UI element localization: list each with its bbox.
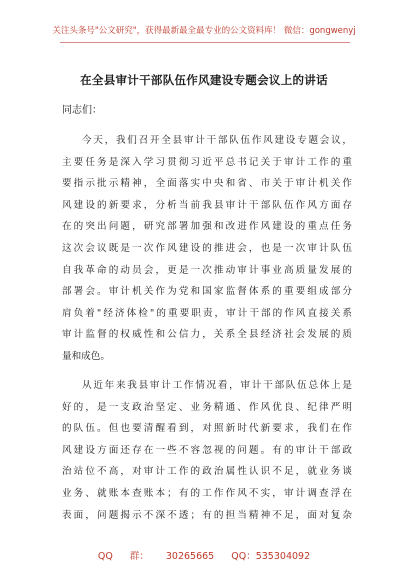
footer-qq: QQ：535304092 <box>231 551 311 562</box>
paragraph-2 <box>62 375 352 526</box>
paragraph-line: 今天，我们召开全县审计干部队伍作风建设专题会议， <box>82 135 352 146</box>
header-promo-note: 关注头条号"公文研究"，获得最新最全最专业的公文资料库！ 微信：gongwenyj <box>52 26 356 36</box>
paragraph-line: 业务、就账本查账本；有的工作作风不实，审计调查浮在 <box>62 487 352 499</box>
paragraph-line: 量和成色。 <box>62 350 110 362</box>
footer-qq-group: QQ 群： 30265665 <box>97 551 215 562</box>
paragraph-line: 的队伍。但也要清醒看到，对照新时代新要求，我们在作 <box>62 423 352 435</box>
paragraph-line: 风建设的新要求，分析当前我县审计干部队伍作风方面存 <box>62 199 352 211</box>
paragraph-line: 在的突出问题，研究部署加强和改进作风建设的重点任务 <box>62 221 352 233</box>
paragraph-line: 主要任务是深入学习贯彻习近平总书记关于审计工作的重 <box>62 156 352 168</box>
paragraph-line: 审计监督的权威性和公信力，关系全县经济社会发展的质 <box>62 329 352 341</box>
paragraph-line: 好的，是一支政治坚定、业务精通、作风优良、纪律严明 <box>62 401 352 413</box>
paragraph-line: 这次会议既是一次作风建设的推进会，也是一次审计队伍 <box>62 242 352 254</box>
document-title: 在全县审计干部队伍作风建设专题会议上的讲话 <box>80 73 328 87</box>
paragraph-line: 治站位不高，对审计工作的政治属性认识不足，就业务谈 <box>62 466 352 478</box>
salutation: 同志们： <box>62 105 102 116</box>
paragraph-1 <box>62 130 352 368</box>
paragraph-line: 从近年来我县审计工作情况看，审计干部队伍总体上是 <box>82 380 352 391</box>
paragraph-line: 要指示批示精神，全面落实中央和省、市关于审计机关作 <box>62 178 352 190</box>
header-divider <box>60 42 350 43</box>
paragraph-line: 表面，问题揭示不深不透；有的担当精神不足，面对复杂 <box>62 509 352 521</box>
footer-contact <box>0 548 408 562</box>
paragraph-line: 风建设方面还存在一些不容忽视的问题。有的审计干部政 <box>62 444 352 456</box>
paragraph-line: 部署会。审计机关作为党和国家监督体系的重要组成部分 <box>62 286 352 298</box>
paragraph-line: 肩负着"经济体检"的重要职责，审计干部的作风直接关系 <box>62 307 352 319</box>
paragraph-line: 自我革命的动员会，更是一次推动审计事业高质量发展的 <box>62 264 352 276</box>
